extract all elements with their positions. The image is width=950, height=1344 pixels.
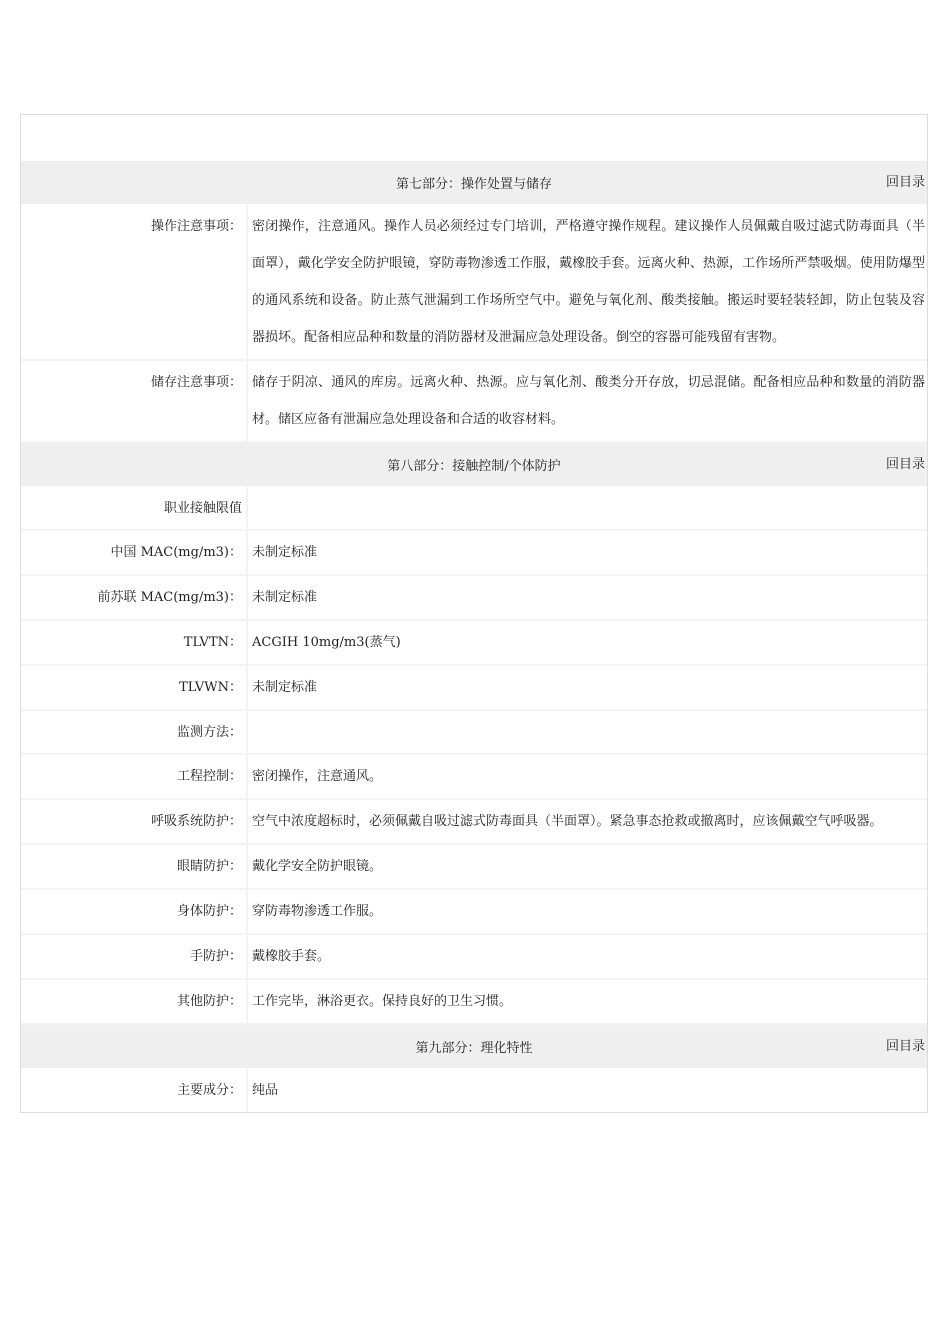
table-row xyxy=(21,755,927,800)
section-header-7 xyxy=(21,161,927,204)
field-value: 戴橡胶手套。 xyxy=(252,949,331,964)
field-value xyxy=(248,711,927,753)
table-row xyxy=(21,711,927,755)
field-value: 密闭操作，注意通风。 xyxy=(252,769,383,784)
field-label: 操作注意事项： xyxy=(21,205,248,359)
sections-container xyxy=(21,161,927,1112)
section-header-9 xyxy=(21,1025,927,1068)
table-row xyxy=(21,361,927,443)
field-label: 呼吸系统防护： xyxy=(21,800,248,843)
table-row xyxy=(21,845,927,890)
field-value: 穿防毒物渗透工作服。 xyxy=(252,904,383,919)
back-to-toc-link[interactable]: 回目录 xyxy=(885,457,925,472)
msds-document xyxy=(20,114,928,1113)
table-row xyxy=(21,890,927,935)
field-label: 主要成分： xyxy=(21,1069,248,1112)
field-label: 前苏联 MAC(mg/m3)： xyxy=(21,576,248,619)
field-label: 储存注意事项： xyxy=(21,361,248,441)
field-label: 身体防护： xyxy=(21,890,248,933)
field-label: 工程控制： xyxy=(21,755,248,798)
field-label: TLVTN： xyxy=(21,621,248,664)
table-row xyxy=(21,487,927,531)
section-title: 第九部分：理化特性 xyxy=(415,1041,533,1056)
table-row xyxy=(21,621,927,666)
section-title: 第七部分：操作处置与储存 xyxy=(395,177,552,192)
field-value xyxy=(248,487,927,529)
field-label: 监测方法： xyxy=(21,711,248,753)
back-to-toc-link[interactable]: 回目录 xyxy=(885,175,925,190)
table-row xyxy=(21,980,927,1025)
field-value: ACGIH 10mg/m3(蒸气) xyxy=(252,635,401,650)
table-row xyxy=(21,666,927,711)
field-label: 眼睛防护： xyxy=(21,845,248,888)
field-value: 未制定标准 xyxy=(252,590,318,605)
table-row xyxy=(21,576,927,621)
field-value: 纯品 xyxy=(252,1083,279,1098)
table-row xyxy=(21,935,927,980)
field-value: 未制定标准 xyxy=(252,545,318,560)
field-label: 中国 MAC(mg/m3)： xyxy=(21,531,248,574)
table-row xyxy=(21,800,927,845)
table-row xyxy=(21,1069,927,1112)
back-to-toc-link[interactable]: 回目录 xyxy=(885,1039,925,1054)
field-value: 戴化学安全防护眼镜。 xyxy=(252,859,383,874)
field-label: 其他防护： xyxy=(21,980,248,1023)
section-title: 第八部分：接触控制/个体防护 xyxy=(387,459,561,474)
field-value: 空气中浓度超标时，必须佩戴自吸过滤式防毒面具（半面罩）。紧急事态抢救或撤离时，应该佩戴空气呼吸器。 xyxy=(252,814,883,829)
field-value: 储存于阴凉、通风的库房。远离火种、热源。应与氧化剂、酸类分开存放，切忌混储。配备相应品种和数量的消防器材。储区应备有泄漏应急处理设备和合适的收容材料。 xyxy=(252,375,925,427)
blank-top-row xyxy=(21,115,927,161)
field-value: 密闭操作，注意通风。操作人员必须经过专门培训，严格遵守操作规程。建议操作人员佩戴自吸过滤式防毒面具（半面罩），戴化学安全防护眼镜，穿防毒物渗透工作服，戴橡胶手套。远离火种、热源，工作场所严禁吸烟。使用防爆型的通风系统和设备。防止蒸气泄漏到工作场所空气中。避免与氧化剂、酸类接触。搬运时要轻装轻卸，防止包装及容器损坏。配备相应品种和数量的消防器材及泄漏应急处理设备。倒空的容器可能残留有害物。 xyxy=(252,219,925,345)
field-label: TLVWN： xyxy=(21,666,248,709)
field-value: 工作完毕，淋浴更衣。保持良好的卫生习惯。 xyxy=(252,994,513,1009)
section-header-8 xyxy=(21,443,927,486)
field-value: 未制定标准 xyxy=(252,680,318,695)
field-label: 职业接触限值 xyxy=(21,487,248,529)
table-row xyxy=(21,531,927,576)
field-label: 手防护： xyxy=(21,935,248,978)
table-row xyxy=(21,205,927,361)
